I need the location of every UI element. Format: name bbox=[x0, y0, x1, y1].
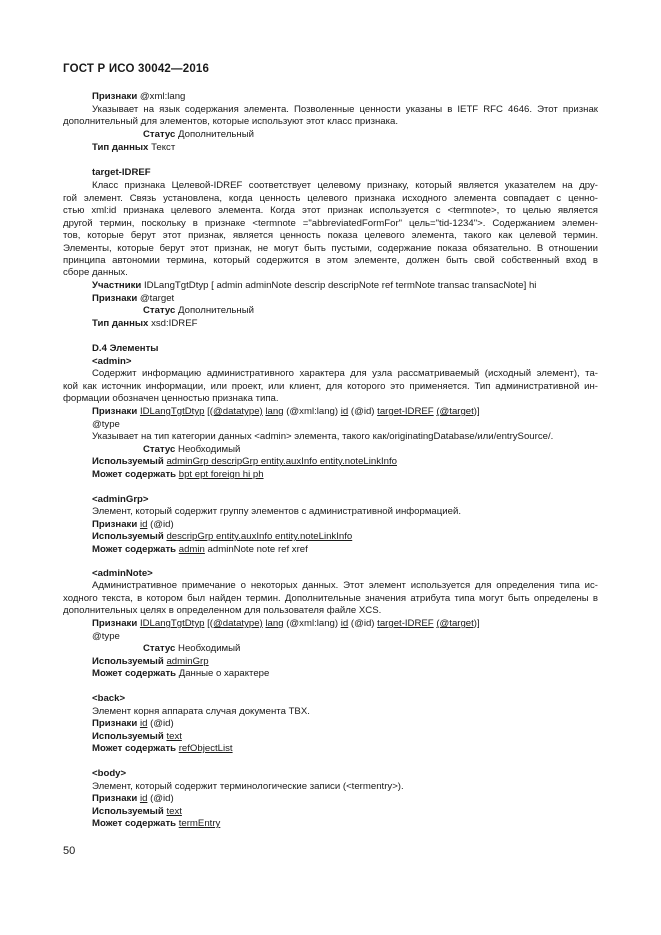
linked-term: target-IDREF bbox=[377, 618, 434, 629]
text-line bbox=[63, 205, 598, 217]
text-line bbox=[92, 431, 553, 443]
linked-term: bpt ept foreign hi ph bbox=[178, 469, 264, 480]
linked-term: [(@datatype) bbox=[207, 406, 263, 417]
text-run: Дополнительный bbox=[175, 129, 254, 140]
field-label: Статус bbox=[143, 444, 176, 455]
text-run: тов, которые берут этот признак, является ценность показа целевого элемента, такого как целевой термин. bbox=[63, 230, 598, 241]
field-label: <back> bbox=[92, 693, 126, 704]
text-run: дополнительных целях в определенном для пользователя файле XCS. bbox=[63, 605, 382, 616]
text-line bbox=[92, 506, 461, 518]
text-run: (@id) bbox=[147, 519, 174, 530]
page-number: 50 bbox=[63, 845, 76, 857]
field-label: Используемый bbox=[92, 656, 164, 667]
text-run: гой элемент. Связь установлена, когда ценность целевого признака исходного элемента совпадает с ценно- bbox=[63, 193, 598, 204]
text-run: Элементы, которые берут этот признак, не могут быть пустыми, содержание показа обязательно. В отношении bbox=[63, 243, 598, 254]
field-label: Используемый bbox=[92, 731, 164, 742]
text-run: Элемент, который содержит группу элементов с административной информацией. bbox=[92, 506, 461, 517]
text-run: (@xml:lang) bbox=[283, 406, 341, 417]
text-line bbox=[92, 618, 480, 630]
text-run: Текст bbox=[148, 142, 176, 153]
linked-term: [(@datatype) bbox=[207, 618, 263, 629]
text-run: (@id) bbox=[147, 718, 174, 729]
text-line bbox=[92, 531, 352, 543]
linked-term: refObjectList bbox=[178, 743, 233, 754]
text-line bbox=[63, 193, 598, 205]
text-line bbox=[143, 305, 254, 317]
field-label: Может содержать bbox=[92, 818, 177, 829]
text-run: Дополнительный bbox=[175, 305, 254, 316]
text-line bbox=[92, 568, 153, 580]
linked-term: adminGrp bbox=[166, 656, 209, 667]
linked-term: id bbox=[139, 718, 148, 729]
text-line bbox=[92, 668, 269, 680]
text-line bbox=[92, 142, 175, 154]
field-label: Тип данных bbox=[92, 318, 149, 329]
text-line bbox=[92, 656, 209, 668]
text-line bbox=[92, 180, 598, 192]
text-run: стью xml:id признака целевого элемента. Когда этот признак используется с <termnote>, то целью является bbox=[63, 205, 598, 216]
linked-term: adminGrp descripGrp entity.auxInfo entity.noteLinkInfo bbox=[166, 456, 398, 467]
text-run: Необходимый bbox=[175, 444, 241, 455]
text-run: (@id) bbox=[348, 406, 378, 417]
document-header: ГОСТ Р ИСО 30042—2016 bbox=[63, 63, 210, 75]
text-line bbox=[92, 793, 174, 805]
field-label: D.4 Элементы bbox=[92, 343, 159, 354]
text-line bbox=[92, 693, 125, 705]
text-line bbox=[63, 393, 279, 405]
text-run: принципа автономии термина, который содержится в этом элементе, должен быть свой собственный вход в bbox=[63, 255, 598, 266]
text-line bbox=[92, 768, 126, 780]
field-label: Признаки bbox=[92, 793, 138, 804]
text-line bbox=[92, 406, 480, 418]
text-line bbox=[92, 731, 182, 743]
text-run: дополнительный для элементов, которые используют этот класс признака. bbox=[63, 116, 399, 127]
text-run: Содержит информацию административного характера для узла рассматриваемый (исходный элемент), та- bbox=[92, 368, 598, 379]
text-line bbox=[92, 580, 598, 592]
field-label: Признаки bbox=[92, 406, 138, 417]
field-label: <body> bbox=[92, 768, 127, 779]
text-run: IDLangTgtDtyp [ admin adminNote descrip descripNote ref termNote transac transacNote] hi bbox=[141, 280, 537, 291]
text-line bbox=[143, 643, 240, 655]
text-run: (@id) bbox=[348, 618, 378, 629]
text-line bbox=[92, 781, 404, 793]
field-label: target-IDREF bbox=[92, 167, 151, 178]
field-label: Участники bbox=[92, 280, 142, 291]
text-line bbox=[92, 280, 536, 292]
text-run: Административное примечание о некоторых данных. Этот элемент используется для определения типа ис- bbox=[92, 580, 598, 591]
linked-term: termEntry bbox=[178, 818, 221, 829]
text-line bbox=[92, 519, 174, 531]
text-run: (@id) bbox=[147, 793, 174, 804]
text-line bbox=[92, 343, 158, 355]
text-line bbox=[63, 230, 598, 242]
text-line bbox=[92, 104, 598, 116]
text-line bbox=[92, 167, 151, 179]
field-label: Может содержать bbox=[92, 469, 177, 480]
linked-term: (@target)] bbox=[436, 618, 480, 629]
linked-term: text bbox=[166, 731, 182, 742]
field-label: <adminNote> bbox=[92, 568, 153, 579]
text-run: формации обозначен ценностью признака типа. bbox=[63, 393, 279, 404]
text-line bbox=[63, 381, 598, 393]
field-label: Статус bbox=[143, 305, 176, 316]
text-line bbox=[143, 129, 254, 141]
text-run: Класс признака Целевой-IDREF соответствует целевому признаку, который является указателем на дру- bbox=[92, 180, 598, 191]
text-run: (@xml:lang) bbox=[283, 618, 341, 629]
text-line bbox=[63, 267, 128, 279]
linked-term: target-IDREF bbox=[377, 406, 434, 417]
text-line bbox=[92, 743, 233, 755]
linked-term: admin bbox=[178, 544, 205, 555]
text-line bbox=[63, 593, 598, 605]
field-label: Статус bbox=[143, 643, 176, 654]
text-run: Элемент корня аппарата случая документа TBX. bbox=[92, 706, 310, 717]
text-line bbox=[92, 293, 174, 305]
text-run: Указывает на язык содержания элемента. Позволенные ценности указаны в IETF RFC 4646. Этот признак bbox=[92, 104, 598, 115]
field-label: Может содержать bbox=[92, 668, 177, 679]
linked-term: IDLangTgtDtyp bbox=[139, 618, 205, 629]
text-line bbox=[63, 218, 598, 230]
field-label: Признаки bbox=[92, 718, 138, 729]
field-label: Может содержать bbox=[92, 544, 177, 555]
text-line bbox=[63, 605, 381, 617]
linked-term: lang bbox=[265, 406, 284, 417]
text-line bbox=[143, 444, 240, 456]
text-run: Необходимый bbox=[175, 643, 241, 654]
text-line bbox=[92, 356, 131, 368]
linked-term: id bbox=[340, 406, 349, 417]
field-label: Используемый bbox=[92, 806, 164, 817]
text-run: сборе данных. bbox=[63, 267, 128, 278]
text-line bbox=[92, 368, 598, 380]
text-line bbox=[92, 631, 120, 643]
linked-term: id bbox=[340, 618, 349, 629]
text-line bbox=[92, 818, 220, 830]
text-run: другой термин, поскольку в признаке <termnote ="abbreviatedFormFor" цель="tid-1234">. Содержанием элемен- bbox=[63, 218, 598, 229]
text-line bbox=[92, 806, 182, 818]
field-label: Признаки bbox=[92, 618, 138, 629]
text-line bbox=[92, 91, 185, 103]
field-label: Признаки bbox=[92, 519, 138, 530]
text-line bbox=[92, 456, 397, 468]
field-label: Признаки bbox=[92, 293, 138, 304]
linked-term: text bbox=[166, 806, 182, 817]
text-run: Указывает на тип категории данных <admin> элемента, такого как/originatingDatabase/или/entrySource/. bbox=[92, 431, 554, 442]
text-run: @target bbox=[137, 293, 175, 304]
field-label: Может содержать bbox=[92, 743, 177, 754]
text-line bbox=[63, 243, 598, 255]
field-label: Используемый bbox=[92, 456, 164, 467]
text-line bbox=[63, 116, 398, 128]
text-run: Элемент, который содержит терминологические записи (<termentry>). bbox=[92, 781, 404, 792]
text-line bbox=[63, 255, 598, 267]
text-run: @type bbox=[92, 419, 120, 430]
text-run: кой как источник информации, или проект, или клиент, для которого это применяется. Тип административной ин- bbox=[63, 381, 598, 392]
text-line bbox=[92, 469, 264, 481]
field-label: <admin> bbox=[92, 356, 132, 367]
text-run: adminNote note ref xref bbox=[204, 544, 308, 555]
text-line bbox=[92, 318, 197, 330]
text-line bbox=[92, 544, 308, 556]
text-run: Данные о характере bbox=[176, 668, 270, 679]
linked-term: id bbox=[139, 519, 148, 530]
field-label: <adminGrp> bbox=[92, 494, 149, 505]
text-run: ходного текста, в котором был найден термин. Дополнительные значения атрибута типа могут быть определены в bbox=[63, 593, 598, 604]
linked-term: id bbox=[139, 793, 148, 804]
text-run: xsd:IDREF bbox=[148, 318, 198, 329]
text-run: @xml:lang bbox=[137, 91, 186, 102]
linked-term: IDLangTgtDtyp bbox=[139, 406, 205, 417]
text-line bbox=[92, 419, 120, 431]
text-line bbox=[92, 494, 149, 506]
linked-term: (@target)] bbox=[436, 406, 480, 417]
field-label: Тип данных bbox=[92, 142, 149, 153]
text-run: @type bbox=[92, 631, 120, 642]
text-line bbox=[92, 718, 174, 730]
linked-term: lang bbox=[265, 618, 284, 629]
linked-term: descripGrp entity.auxInfo entity.noteLinkInfo bbox=[166, 531, 353, 542]
text-line bbox=[92, 706, 310, 718]
field-label: Признаки bbox=[92, 91, 138, 102]
field-label: Используемый bbox=[92, 531, 164, 542]
field-label: Статус bbox=[143, 129, 176, 140]
